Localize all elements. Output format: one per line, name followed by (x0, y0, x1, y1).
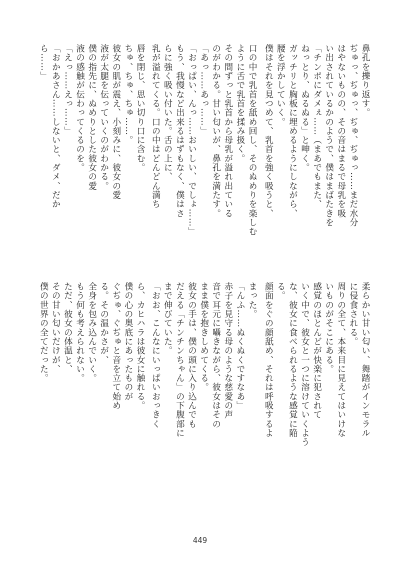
text-line: はやないものの、その音はまるで母乳を吸 (335, 44, 346, 218)
text-line: その間ずっと乳首から母乳が溢れ出ている (222, 44, 233, 218)
text-line: まま僕を抱きしめてくる。 (198, 282, 209, 392)
text-line: ぢゅっ、ぢゅっ、ぢゅ、ぢゅっ……まだ水分 (347, 44, 358, 227)
text-line: 口の中で乳首を舐め回し、そのぬめりを楽しむ (247, 44, 257, 237)
text-line: ら、カヒハラは彼女に触れる。 (135, 282, 145, 411)
text-line: 「えっ……えっ……」 (62, 44, 73, 136)
text-line: もう、我慢など出来るはずもなく、僕はさ (174, 44, 185, 218)
text-line: 赤子を見守る母のような慈愛の声 (222, 282, 233, 420)
text-line: だえる「チンチンちゃん」の下腹部に (174, 282, 185, 438)
text-line: 唇を閉じ、思い切り口に含む。 (135, 44, 145, 173)
text-line: 「んふ……ぬくぬくですなあ」 (234, 282, 245, 411)
text-column-top-middle (150, 44, 258, 262)
text-column-top-right (263, 44, 371, 262)
text-line: もう何も考えられない。 (74, 282, 85, 383)
text-line: 液の感触が伝わってくるのを。 (74, 44, 85, 173)
text-line: 「おっぱい、んっ……おいしい、でしょ……」 (186, 44, 197, 237)
text-line: い出されているかのようで、僕はまばたきを (323, 44, 334, 227)
text-line: 乳が溢れてくる。口の中はどんどん満ち (150, 44, 161, 209)
text-line: ら……」 (38, 44, 49, 81)
text-line: いものがそこにある。 (323, 282, 334, 374)
text-line: 周りの全て、本来目に見えてはいけな (335, 282, 346, 438)
text-line: ぐぢゅ、ぐぢゅと音を立て始め (110, 282, 121, 411)
text-line: 彼女の肌が震え、小刻みに、彼女の愛 (110, 44, 121, 200)
text-line: 僕の心の奥底にあったものが (122, 282, 133, 401)
text-line: のがわかる。甘い匂いが、鼻孔を満たす。 (210, 44, 221, 218)
text-line: な、彼女に食べられるような感覚に陥 (287, 282, 298, 438)
text-line: 音で耳元に囁きながら、彼女はその (210, 282, 221, 429)
text-line: 腰を浮かしていく。 (275, 44, 286, 127)
text-column-bottom-middle (150, 282, 258, 500)
text-line: ねっとり、ぬるぬる」と呻く。 (299, 44, 310, 173)
text-column-bottom-right (263, 282, 371, 500)
text-line: 僕の世界の全てだった。 (38, 282, 49, 383)
text-line: 全身を包み込んでいく。 (86, 282, 97, 383)
text-line: まで伸びていた。 (162, 282, 173, 356)
text-line: に侵食される。 (347, 282, 358, 347)
text-line: 顔面をぐの顔舐め、それは呼吸するよ (263, 282, 274, 438)
text-line: る。その温かさが、 (98, 282, 109, 365)
text-line: その甘い匂いだけが、 (50, 282, 61, 374)
text-line: ただ、彼女の体温と、 (62, 282, 73, 374)
text-line: る。 (275, 282, 286, 301)
text-line: 僕はそれを見つめて、乳首を強く吸うと、 (263, 44, 274, 218)
text-line: 彼女の手は、僕の頭に入り込んでも (186, 282, 197, 429)
text-line: ちゅ、ちゅ、ちゅ……。 (122, 44, 133, 145)
text-line: 「あっ……あっ……」 (198, 44, 209, 136)
text-line: らに強く吸い付いた。舌の上に、 (162, 44, 173, 182)
text-line: 液が太腿を伝っていくのがわかる。 (98, 44, 109, 191)
text-line: 「おお、こんなにいっぱいおっきく (150, 282, 161, 429)
text-line: ように舌で乳首を揉み扱く。 (234, 44, 245, 163)
text-line: 柔らかい甘い匂い、舞踏がインモラル (360, 282, 370, 438)
text-line: 鼻孔を擽り返す。 (360, 44, 370, 118)
text-line: 感覚のほとんどが快楽に犯されて (311, 282, 322, 420)
text-column-bottom-left (38, 282, 146, 500)
text-line: 「チンポにダメぇ……（まあでもまた、 (311, 44, 322, 209)
text-line: まった。 (247, 282, 257, 319)
page-number: 449 (192, 536, 208, 545)
text-line: 僕の指先に、ぬめりとした彼女の愛 (86, 44, 97, 191)
text-column-top-left (38, 44, 146, 262)
text-line: いく中で、彼女と一つに溶けていくよう (299, 282, 310, 447)
text-line: ガッチリと胸板に埋めるようにしながら、 (287, 44, 298, 218)
text-line: 「おかあさん……しないと、ダメ、だか (50, 44, 61, 209)
